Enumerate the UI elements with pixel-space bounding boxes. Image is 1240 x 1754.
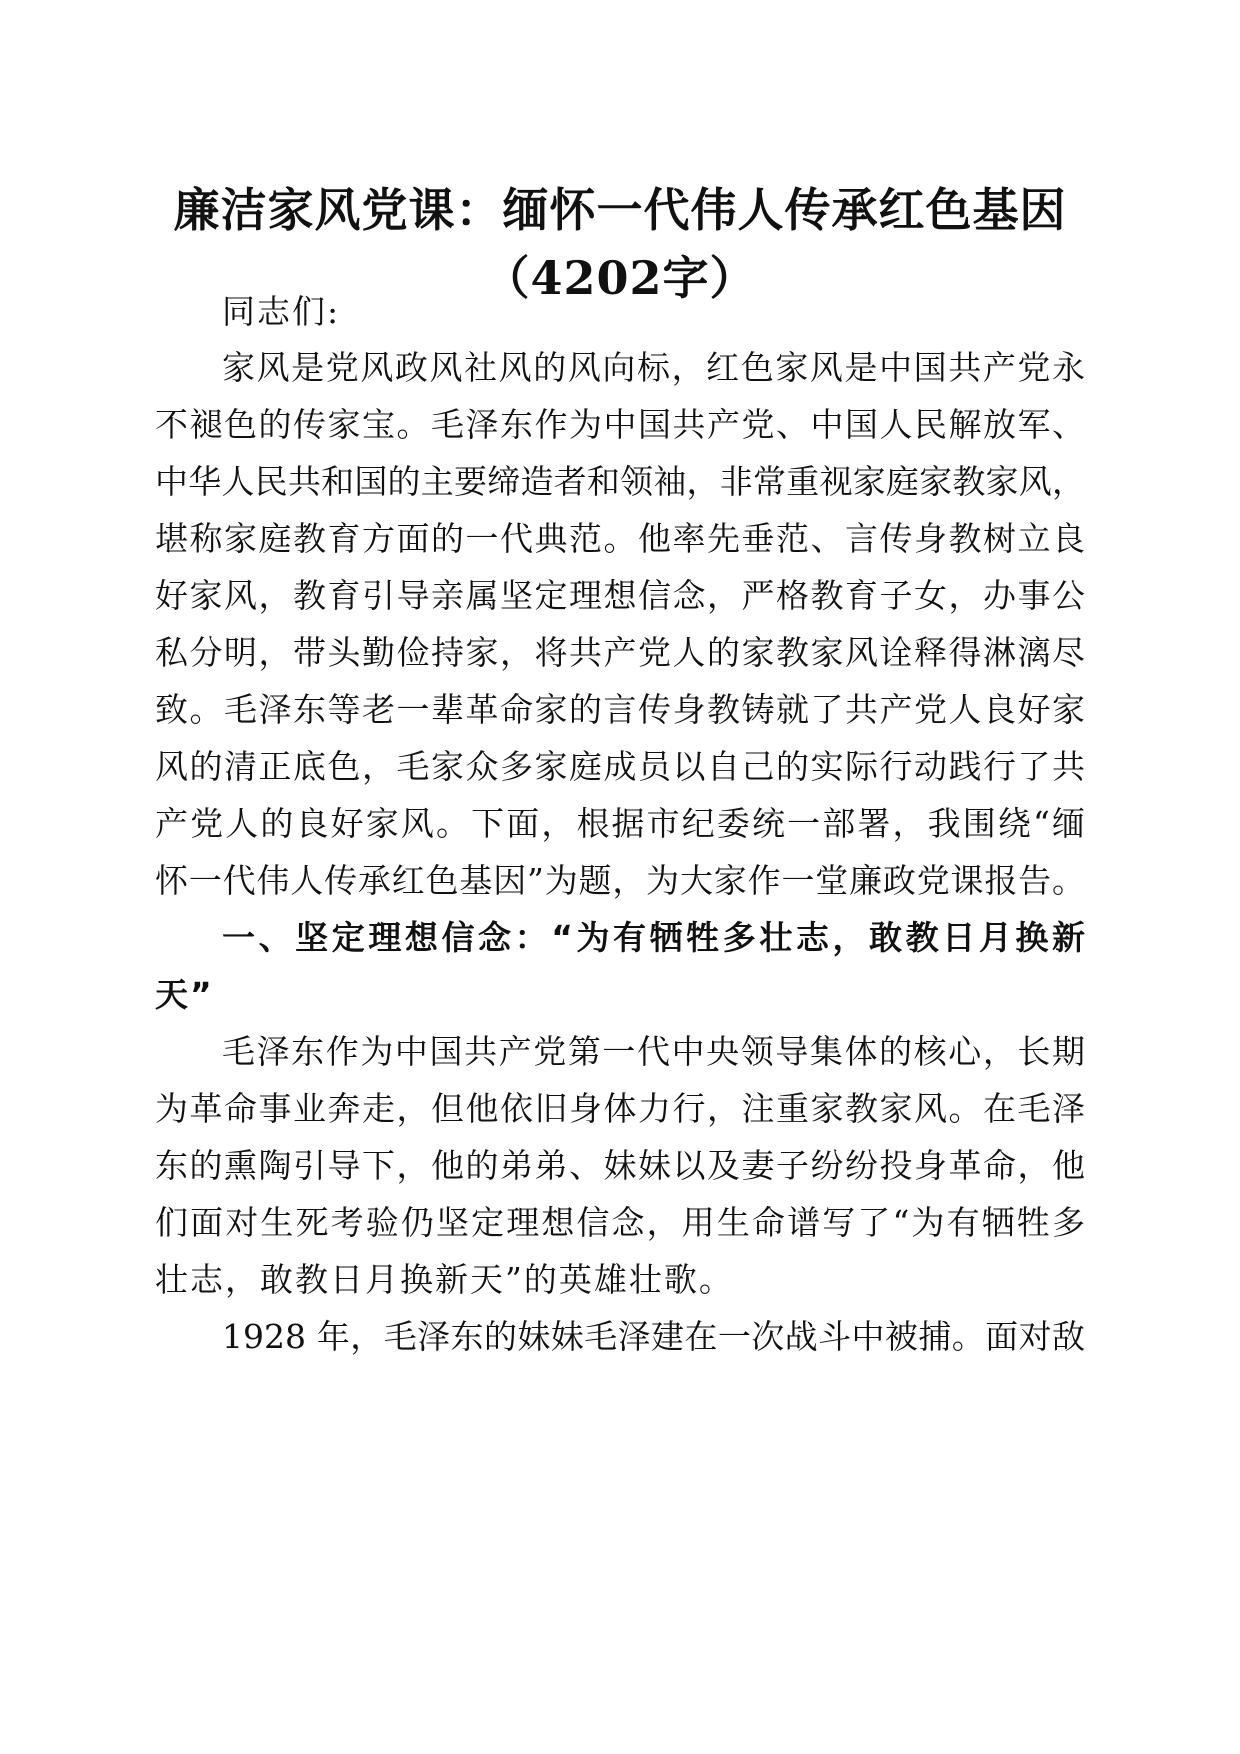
paragraph-line: 们面对生死考验仍坚定理想信念，用生命谱写了“为有牺牲多 bbox=[155, 1203, 1085, 1242]
paragraph-line: 中华人民共和国的主要缔造者和领袖，非常重视家庭家教家风， bbox=[155, 462, 1085, 501]
paragraph-line: 为革命事业奔走，但他依旧身体力行，注重家教家风。在毛泽 bbox=[155, 1089, 1085, 1128]
paragraph-line: 风的清正底色，毛家众多家庭成员以自己的实际行动践行了共 bbox=[155, 747, 1085, 786]
paragraph-line: 家风是党风政风社风的风向标，红色家风是中国共产党永 bbox=[222, 348, 1085, 387]
section-heading-continued: 天” bbox=[155, 975, 214, 1014]
paragraph-line: 毛泽东作为中国共产党第一代中央领导集体的核心，长期 bbox=[222, 1032, 1085, 1071]
paragraph-line: 堪称家庭教育方面的一代典范。他率先垂范、言传身教树立良 bbox=[155, 519, 1085, 558]
document-title: 廉洁家风党课：缅怀一代伟人传承红色基因 bbox=[173, 183, 1067, 237]
paragraph-line: 好家风，教育引导亲属坚定理想信念，严格教育子女，办事公 bbox=[155, 576, 1085, 615]
paragraph-line: 壮志，敢教日月换新天”的英雄壮歌。 bbox=[155, 1260, 734, 1299]
paragraph-line: 产党人的良好家风。下面，根据市纪委统一部署，我围绕“缅 bbox=[155, 804, 1085, 843]
document-title-wordcount: （4202字） bbox=[483, 251, 757, 305]
paragraph-line: 私分明，带头勤俭持家，将共产党人的家教家风诠释得淋漓尽 bbox=[155, 633, 1085, 672]
paragraph-line: 致。毛泽东等老一辈革命家的言传身教铸就了共产党人良好家 bbox=[155, 690, 1085, 729]
paragraph-line: 东的熏陶引导下，他的弟弟、妹妹以及妻子纷纷投身革命，他 bbox=[155, 1146, 1085, 1185]
paragraph-line: 怀一代伟人传承红色基因”为题，为大家作一堂廉政党课报告。 bbox=[155, 861, 1085, 900]
section-heading: 一、坚定理想信念：“为有牺牲多壮志，敢教日月换新 bbox=[222, 918, 1085, 957]
salutation: 同志们: bbox=[222, 292, 341, 331]
paragraph-line: 1928 年，毛泽东的妹妹毛泽建在一次战斗中被捕。面对敌 bbox=[222, 1317, 1085, 1356]
paragraph-line: 不褪色的传家宝。毛泽东作为中国共产党、中国人民解放军、 bbox=[155, 405, 1085, 444]
